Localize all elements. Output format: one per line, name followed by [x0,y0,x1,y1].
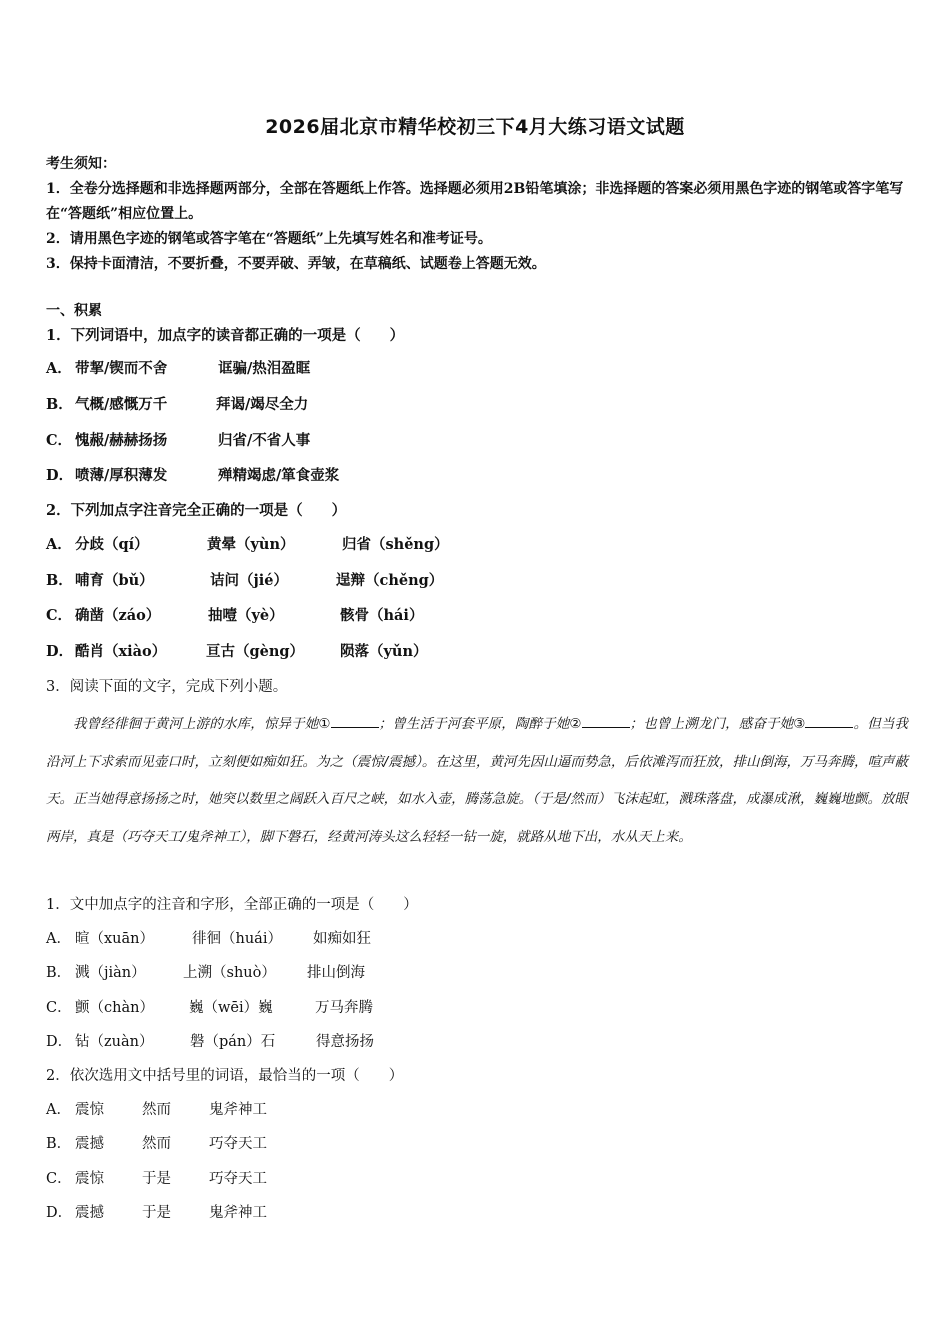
notice-item-2: 2．请用黑色字迹的钢笔或答字笔在“答题纸”上先填写姓名和准考证号。 [46,231,492,247]
option-part-3: 如痴如狂 [313,931,371,947]
option-part-1: 钻（zuàn） [75,1034,154,1050]
page-title: 2026届北京市精华校初三下4月大练习语文试题 [265,116,685,138]
option-part-1: 愧赧/赫赫扬扬 [75,432,168,449]
option-label: B． [46,1136,72,1152]
option-label: B． [46,572,73,589]
option-label: D． [46,1034,73,1050]
section-heading: 一、积累 [46,303,102,319]
q1-option-b [46,394,308,416]
q2-stem: 2．下列加点字注音完全正确的一项是（ ） [46,502,347,519]
option-part-1: 暄（xuān） [75,931,154,947]
option-part-2: 上溯（shuò） [183,965,276,981]
option-part-2: 黄晕（yùn） [207,536,295,553]
option-part-3: 归省（shěng） [342,536,449,553]
option-part-2: 拜谒/竭尽全力 [216,396,309,413]
q3-sub2-stem: 2．依次选用文中括号里的词语，最恰当的一项（ ） [46,1068,404,1084]
option-part-2: 徘徊（huái） [192,931,282,947]
option-part-3: 巧夺天工 [209,1136,267,1152]
option-part-3: 巧夺天工 [209,1171,267,1187]
option-part-2: 诘问（jié） [210,572,288,589]
q2-option-b [46,570,443,592]
option-part-2: 磐（pán）石 [190,1034,276,1050]
fill-blank-1 [331,713,379,728]
passage-part-2: ；曾生活于河套平原，陶醉于她② [378,716,582,732]
fill-blank-3 [805,713,853,728]
option-part-3: 骸骨（hái） [340,607,424,624]
q1-option-c [46,430,310,452]
option-part-1: 哺育（bǔ） [75,572,154,589]
option-part-1: 颤（chàn） [75,1000,154,1016]
option-part-1: 确凿（záo） [75,607,161,624]
option-part-1: 震撼 [75,1136,104,1152]
q3-stem: 3．阅读下面的文字，完成下列小题。 [46,679,288,695]
option-part-3: 陨落（yǔn） [340,643,428,660]
q1-option-a [46,358,310,380]
q2-option-c [46,605,423,627]
option-part-2: 巍（wēi）巍 [189,1000,273,1016]
option-part-1: 带挈/锲而不舍 [75,360,168,377]
passage-part-4: 。但当我沿河上下求索而见壶口时，立刻便如痴如狂。为之（震惊/震撼）。在这里，黄河先因山逼而势急，后依滩泻而狂放，排山倒海，万马奔腾，喧声蔽天。正当她得意扬扬之时，她突以数里之阔跃入百尺之峡，如水入壶，腾荡急旋。（于是/然而）飞沫起虹，溅珠落盘，成瀑成湫，巍巍地颤。放眼两岸，真是（巧夺天工/鬼斧神工），脚下磐石，经黄河涛头这么轻轻一钻一旋，就路从地下出，水从天上来。 [46,716,909,845]
option-part-2: 于是 [142,1205,171,1221]
option-part-1: 喷薄/厚积薄发 [75,467,168,484]
option-part-2: 然而 [142,1102,171,1118]
q1-option-d [46,465,339,487]
option-label: C． [46,1171,72,1187]
q3-sub2-option-a [46,1099,267,1121]
option-label: C． [46,1000,72,1016]
fill-blank-2 [582,713,630,728]
option-label: D． [46,467,74,484]
option-label: A． [46,1102,71,1118]
notice-item-1: 1．全卷分选择题和非选择题两部分，全部在答题纸上作答。选择题必须用2B铅笔填涂；非选择题的答案必须用黑色字迹的钢笔或答字笔写在“答题纸”相应位置上。 [46,181,904,222]
option-label: B． [46,965,72,981]
option-label: D． [46,1205,73,1221]
option-label: B． [46,396,73,413]
option-label: C． [46,432,73,449]
q1-stem: 1．下列词语中，加点字的读音都正确的一项是（ ） [46,327,405,344]
option-part-1: 分歧（qí） [75,536,149,553]
q3-sub1-stem: 1．文中加点字的注音和字形，全部正确的一项是（ ） [46,897,418,913]
option-part-1: 震撼 [75,1205,104,1221]
notice-heading: 考生须知： [46,156,116,172]
option-part-2: 归省/不省人事 [218,432,311,449]
option-part-3: 得意扬扬 [316,1034,374,1050]
option-part-1: 震惊 [75,1102,104,1118]
option-part-3: 逞辩（chěng） [336,572,444,589]
option-part-2: 诓骗/热泪盈眶 [218,360,311,377]
option-part-2: 抽噎（yè） [208,607,284,624]
q2-option-a [46,534,449,556]
notice-item-3: 3．保持卡面清洁，不要折叠，不要弄破、弄皱，在草稿纸、试题卷上答题无效。 [46,256,546,272]
option-part-1: 气概/感慨万千 [75,396,168,413]
option-part-2: 于是 [142,1171,171,1187]
reading-passage [46,706,908,856]
option-part-1: 溅（jiàn） [75,965,146,981]
q3-sub1-option-d [46,1031,374,1053]
q3-sub2-option-c [46,1168,267,1190]
option-part-3: 排山倒海 [307,965,365,981]
q3-sub1-option-c [46,997,373,1019]
option-label: A． [46,536,72,553]
option-label: C． [46,607,73,624]
passage-part-1: 我曾经徘徊于黄河上游的水库，惊异于她① [73,716,331,732]
option-label: D． [46,643,74,660]
exam-notice [46,152,904,277]
option-part-2: 然而 [142,1136,171,1152]
q3-sub1-option-b [46,962,365,984]
option-label: A． [46,931,71,947]
passage-part-3: ；也曾上溯龙门，感奋于她③ [629,716,806,732]
q3-sub2-option-d [46,1202,267,1224]
q2-option-d [46,641,428,663]
q3-sub2-option-b [46,1133,267,1155]
option-part-3: 鬼斧神工 [209,1102,267,1118]
option-part-1: 震惊 [75,1171,104,1187]
option-part-3: 万马奔腾 [315,1000,373,1016]
q3-sub1-option-a [46,928,371,950]
option-part-1: 酷肖（xiào） [75,643,167,660]
option-label: A． [46,360,72,377]
option-part-3: 鬼斧神工 [209,1205,267,1221]
option-part-2: 殚精竭虑/箪食壶浆 [218,467,340,484]
option-part-2: 亘古（gèng） [206,643,305,660]
